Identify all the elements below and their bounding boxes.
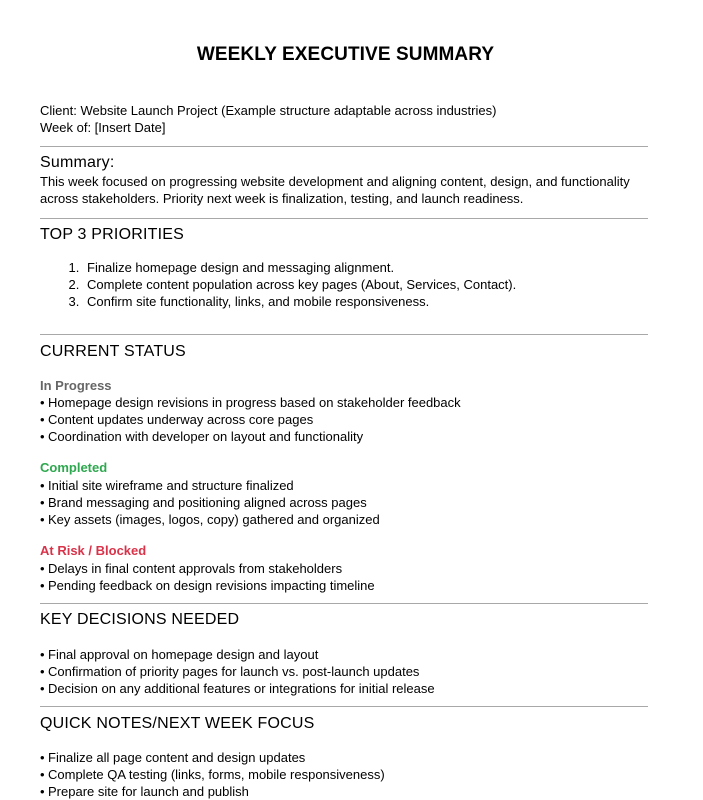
list-item: • Pending feedback on design revisions impacting timeline (40, 578, 375, 593)
completed-label: Completed (40, 460, 108, 475)
divider (40, 334, 648, 335)
list-item: • Coordination with developer on layout and functionality (40, 429, 364, 444)
at-risk-list (40, 560, 375, 594)
priorities-list (40, 259, 683, 310)
at-risk-label: At Risk / Blocked (40, 543, 147, 558)
list-item: • Final approval on homepage design and layout (40, 647, 319, 662)
priority-item: 1. Finalize homepage design and messaging alignment. (83, 259, 683, 276)
completed-list (40, 477, 380, 528)
client-line: Client: Website Launch Project (Example structure adaptable across industries) (40, 103, 497, 118)
decisions-heading: KEY DECISIONS NEEDED (40, 611, 240, 628)
document-title: WEEKLY EXECUTIVE SUMMARY (196, 44, 495, 65)
priorities-heading: TOP 3 PRIORITIES (40, 226, 184, 243)
divider (40, 603, 648, 604)
list-item: • Content updates underway across core pages (40, 412, 314, 427)
notes-heading: QUICK NOTES/NEXT WEEK FOCUS (40, 715, 315, 732)
priority-item: 2. Complete content population across key pages (About, Services, Contact). (83, 276, 683, 293)
list-item: • Brand messaging and positioning aligned across pages (40, 495, 367, 510)
list-item: • Initial site wireframe and structure finalized (40, 478, 294, 493)
status-heading: CURRENT STATUS (40, 343, 186, 360)
divider (40, 706, 648, 707)
divider (40, 218, 648, 219)
summary-text: This week focused on progressing website development and aligning content, design, and functionality across stakeholders. Priority next week is finalization, testing, and launch readiness. (40, 174, 630, 206)
priority-item: 3. Confirm site functionality, links, and mobile responsiveness. (83, 293, 683, 310)
list-item: • Complete QA testing (links, forms, mobile responsiveness) (40, 767, 385, 782)
in-progress-list (40, 394, 461, 445)
summary-heading: Summary: (40, 154, 115, 171)
list-item: • Decision on any additional features or integrations for initial release (40, 681, 435, 696)
list-item: • Finalize all page content and design updates (40, 750, 306, 765)
list-item: • Prepare site for launch and publish (40, 784, 249, 799)
list-item: • Confirmation of priority pages for launch vs. post-launch updates (40, 664, 420, 679)
list-item: • Delays in final content approvals from stakeholders (40, 561, 343, 576)
list-item: • Key assets (images, logos, copy) gathered and organized (40, 512, 380, 527)
list-item: • Homepage design revisions in progress based on stakeholder feedback (40, 395, 461, 410)
week-line: Week of: [Insert Date] (40, 120, 166, 135)
divider (40, 146, 648, 147)
in-progress-label: In Progress (40, 378, 112, 393)
decisions-list (40, 646, 435, 697)
notes-list (40, 749, 385, 800)
